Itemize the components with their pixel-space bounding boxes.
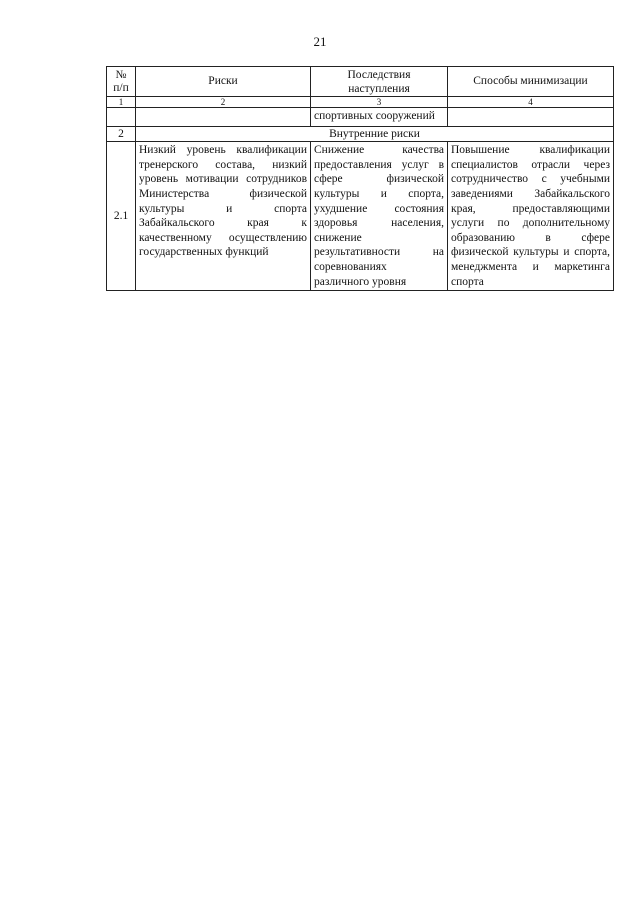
table-cell: [107, 108, 136, 127]
header-consequences: Последствия наступления: [311, 67, 448, 97]
risk-table: [106, 66, 614, 291]
column-number: 1: [107, 97, 136, 108]
section-title: Внутренние риски: [136, 126, 614, 142]
column-number: 2: [136, 97, 311, 108]
item-mitigation: Повышение квалификации специалистов отрасли через сотрудничество с учебными заведениями Забайкальского края, предоставляющими услуги по дополнительному образованию в сфере физической культуры и спорта, менеджмента и маркетинга спорта: [448, 142, 614, 291]
header-risks: Риски: [136, 67, 311, 97]
header-mitigation: Способы минимизации: [448, 67, 614, 97]
section-row: [107, 126, 614, 142]
item-risk: Низкий уровень квалификации тренерского состава, низкий уровень мотивации сотрудников Министерства физической культуры и спорта Забайкальского края к качественному осуществлению государственных функций: [136, 142, 311, 291]
item-row: [107, 142, 614, 291]
column-number: 4: [448, 97, 614, 108]
table-header-row: [107, 67, 614, 97]
table-cell: [448, 108, 614, 127]
continuation-consequence: спортивных сооружений: [311, 108, 448, 127]
page-number: 21: [313, 34, 327, 49]
column-number-row: [107, 97, 614, 108]
table-cell: [136, 108, 311, 127]
continuation-row: [107, 108, 614, 127]
column-number: 3: [311, 97, 448, 108]
header-number: № п/п: [107, 67, 136, 97]
section-number: 2: [107, 126, 136, 142]
item-number: 2.1: [107, 142, 136, 291]
item-consequence: Снижение качества предоставления услуг в сфере физической культуры и спорта, ухудшение состояния здоровья населения, снижение результативности на соревнованиях различного уровня: [311, 142, 448, 291]
